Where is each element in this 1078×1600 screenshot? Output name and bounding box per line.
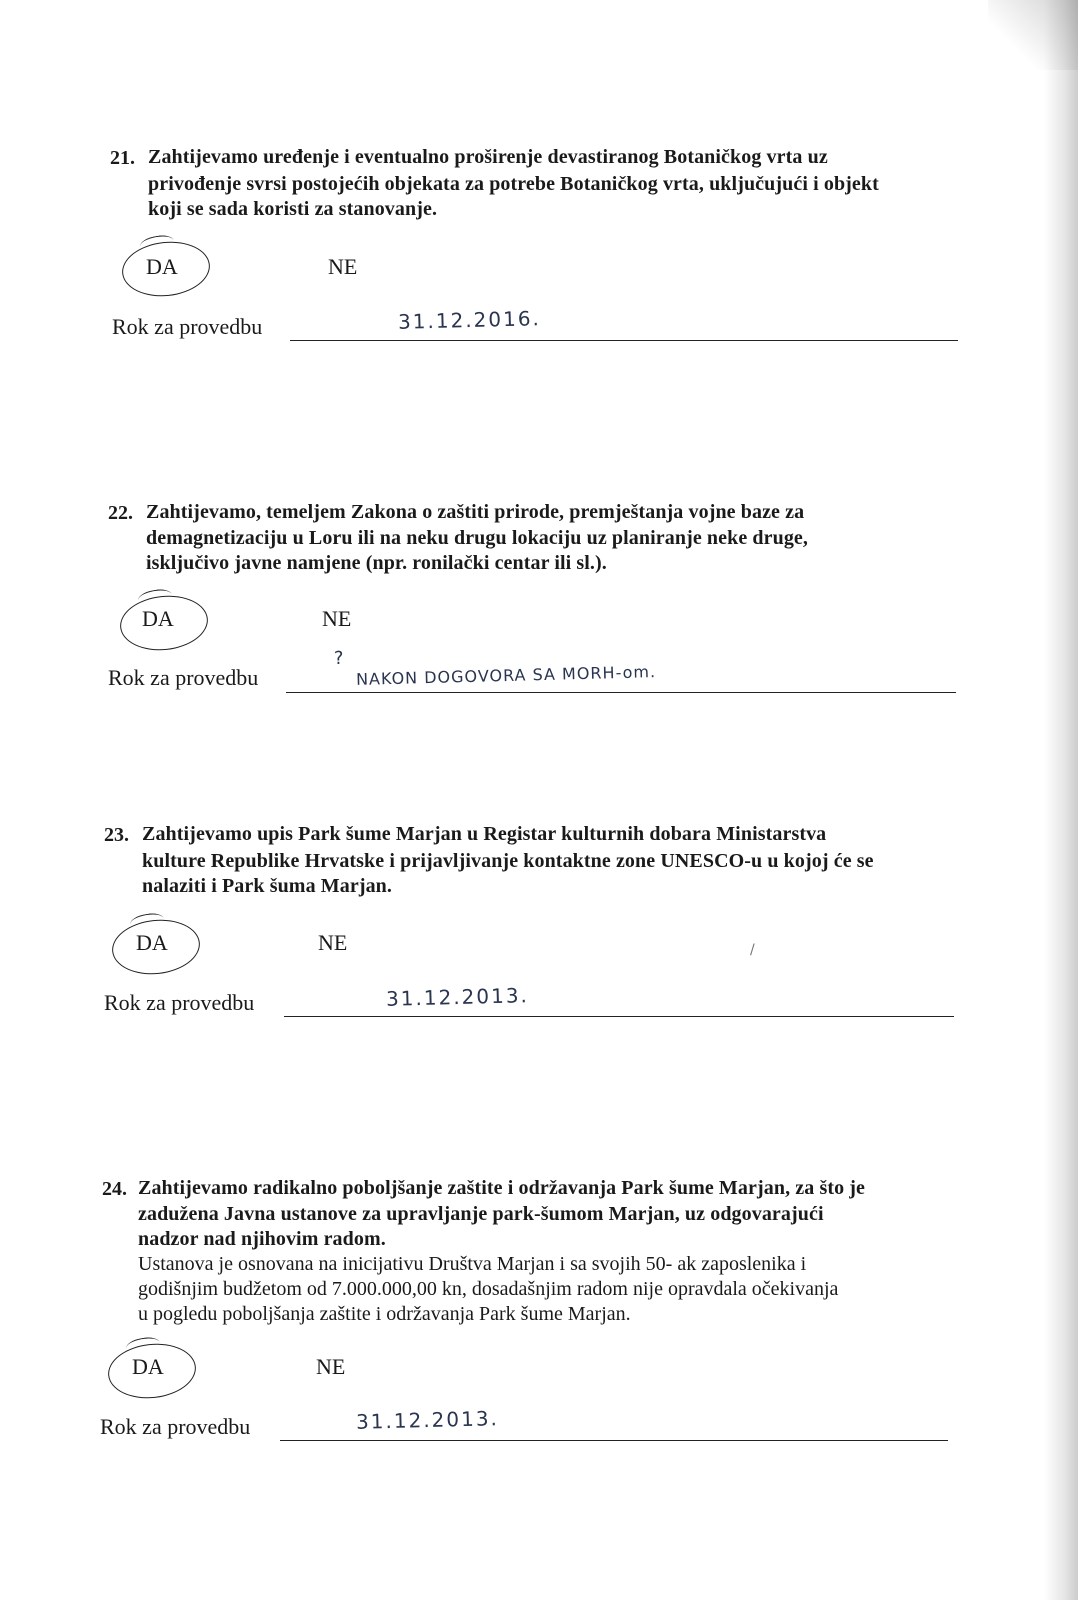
deadline-line [286,692,956,693]
deadline-label: Rok za provedbu [108,665,259,690]
option-ne[interactable]: NE [322,606,352,631]
deadline-handwritten: 31.12.2013. [355,1406,500,1434]
item-number: 24. [102,1178,127,1200]
item-number: 23. [104,824,129,846]
stray-mark: / [750,942,755,958]
item-text-line: zadužena Javna ustanove za upravljanje park-šumom Marjan, uz odgovarajući [138,1203,824,1225]
item-text-line: isključivo javne namjene (npr. ronilački centar ili sl.). [146,552,607,574]
item-text-line: kulture Republike Hrvatske i prijavljivanje kontaktne zone UNESCO-u u kojoj će se [142,850,874,872]
item-text-line: nadzor nad njihovim radom. [138,1228,386,1250]
option-ne[interactable]: NE [318,930,348,955]
deadline-label: Rok za provedbu [100,1414,251,1439]
option-da[interactable]: DA [132,1354,164,1379]
page-corner-shadow [988,0,1078,70]
deadline-handwritten: 31.12.2016. [397,306,542,334]
item-text-line: Zahtijevamo uređenje i eventualno proširenje devastiranog Botaničkog vrta uz [148,146,828,168]
page-edge-shadow [1044,0,1078,1600]
item-text-line: Zahtijevamo, temeljem Zakona o zaštiti prirode, premještanja vojne baze za [146,501,805,523]
item-note-line: u pogledu poboljšanja zaštite i održavanja Park šume Marjan. [138,1303,631,1325]
item-text-line: nalaziti i Park šuma Marjan. [142,875,393,897]
option-da[interactable]: DA [136,930,168,955]
item-text-line: Zahtijevamo radikalno poboljšanje zaštite i održavanja Park šume Marjan, za što je [138,1177,866,1199]
deadline-line [284,1016,954,1017]
option-da[interactable]: DA [142,606,174,631]
item-text-line: demagnetizaciju u Loru ili na neku drugu lokaciju uz planiranje neke druge, [146,527,809,549]
option-da[interactable]: DA [146,254,178,279]
deadline-label: Rok za provedbu [112,314,263,339]
item-text-line: koji se sada koristi za stanovanje. [148,198,438,220]
item-number: 21. [110,147,135,169]
deadline-line [290,340,958,341]
deadline-handwritten: 31.12.2013. [385,983,530,1011]
item-number: 22. [108,502,133,524]
deadline-line [280,1440,948,1441]
deadline-label: Rok za provedbu [104,990,255,1015]
option-ne[interactable]: NE [316,1354,346,1379]
item-text-line: Zahtijevamo upis Park šume Marjan u Registar kulturnih dobara Ministarstva [142,823,827,845]
deadline-handwritten: NAKON DOGOVORA SA MORH-om. [355,662,657,689]
deadline-mark: ? [333,647,346,670]
option-ne[interactable]: NE [328,254,358,279]
item-text-line: privođenje svrsi postojećih objekata za potrebe Botaničkog vrta, uključujući i objekt [148,173,879,195]
item-note-line: Ustanova je osnovana na inicijativu Društva Marjan i sa svojih 50- ak zaposlenika i [138,1253,807,1275]
item-note-line: godišnjim budžetom od 7.000.000,00 kn, dosadašnjim radom nije opravdala očekivanja [138,1278,839,1300]
